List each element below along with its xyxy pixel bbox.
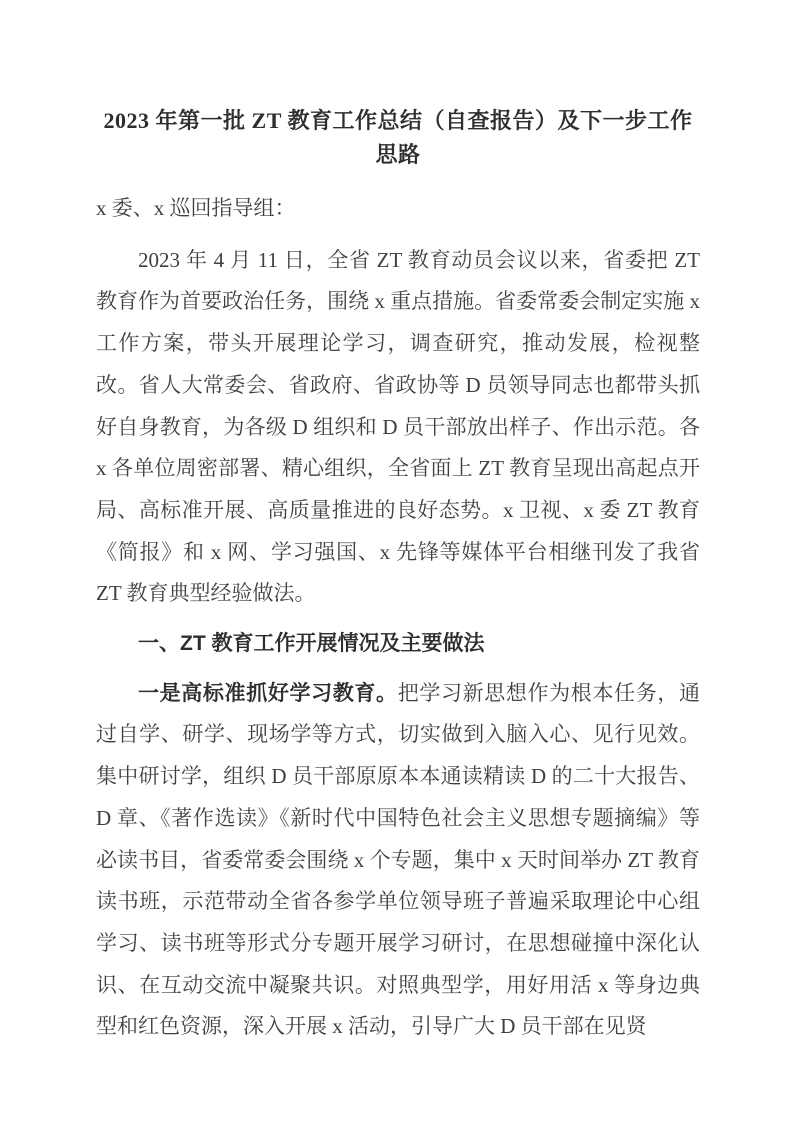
salutation: x 委、x 巡回指导组： xyxy=(96,196,296,220)
paragraph-2 xyxy=(96,673,700,1048)
paragraph-2-body-text: 把学习新思想作为根本任务，通过自学、研学、现场学等方式，切实做到入脑入心、见行见效。集中研讨学，组织 D 员干部原原本本通读精读 D 的二十大报告、D 章、《著作选读》《新时代中国特色社会主义思想专题摘编》等必读书目，省委常委会围绕 x 个专题，集中 x 天时间举办 ZT 教育读书班，示范带动全省各参学单位领导班子普遍采取理论中心组学习、读书班等形式分专题开展学习研讨，在思想碰撞中深化认识、在互动交流中凝聚共识。对照典型学，用好用活 x 等身边典型和红色资源，深入开展 x 活动，引导广大 D 员干部在见贤 xyxy=(96,680,701,1039)
paragraph-1: 2023 年 4 月 11 日，全省 ZT 教育动员会议以来，省委把 ZT 教育作为首要政治任务，围绕 x 重点措施。省委常委会制定实施 x 工作方案，带头开展理论学习，调查研究，推动发展，检视整改。省人大常委会、省政府、省政协等 D 员领导同志也都带头抓好自身教育，为各级 D 组织和 D 员干部放出样子、作出示范。各 x 各单位周密部署、精心组织，全省面上 ZT 教育呈现出高起点开局、高标准开展、高质量推进的良好态势。x 卫视、x 委 ZT 教育《简报》和 x 网、学习强国、x 先锋等媒体平台相继刊发了我省 ZT 教育典型经验做法。 xyxy=(96,247,700,606)
paragraph-2-bold-lead: 一是高标准抓好学习教育。 xyxy=(138,681,398,705)
document-title: 2023 年第一批 ZT 教育工作总结（自查报告）及下一步工作思路 xyxy=(103,108,693,167)
section-1-heading: 一、ZT 教育工作开展情况及主要做法 xyxy=(138,632,485,656)
